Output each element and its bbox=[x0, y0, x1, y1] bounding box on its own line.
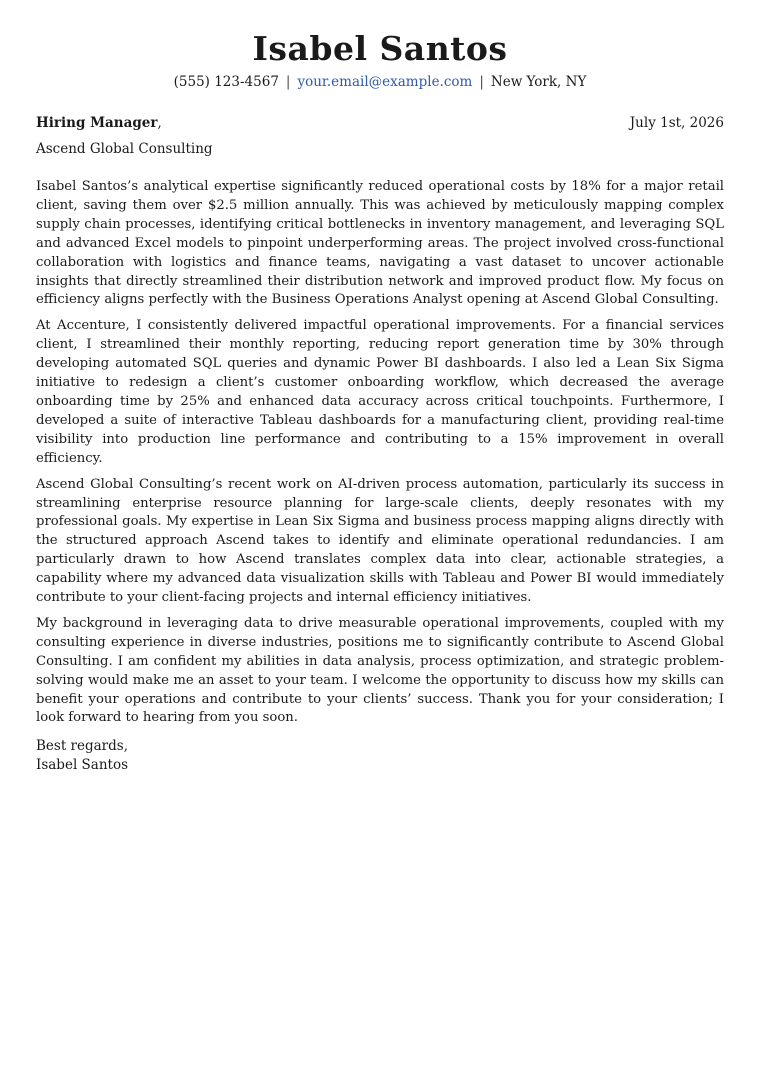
signature-name: Isabel Santos bbox=[36, 757, 129, 774]
recipient-name: Hiring Manager bbox=[36, 115, 158, 131]
body-paragraph: Ascend Global Consulting’s recent work on AI-driven process automation, particularly its success in streamlining enterprise resource planning for large-scale clients, deeply resonates with my professional goals. My expertise in Lean Six Sigma and business process mapping aligns directly with the structured approach Ascend takes to identify and eliminate operational redundancies. I am particularly drawn to how Ascend translates complex data into clear, actionable strategies, a capability where my advanced data visualization skills with Tableau and Power BI would immediately contribute to your client-facing projects and internal efficiency initiatives. bbox=[36, 476, 724, 606]
body-paragraph: My background in leveraging data to drive measurable operational improvements, coupled with my consulting experience in diverse industries, positions me to significantly contribute to Ascend Global Consulting. I am confident my abilities in data analysis, process optimization, and strategic problem-solving would make me an asset to your team. I welcome the opportunity to discuss how my skills can benefit your operations and contribute to your clients’ success. Thank you for your consideration; I look forward to hearing from you soon. bbox=[36, 615, 724, 726]
letter-closing bbox=[36, 737, 724, 775]
body-paragraph: Isabel Santos’s analytical expertise significantly reduced operational costs by 18% for a major retail client, saving them over $2.5 million annually. This was achieved by meticulously mapping complex supply chain processes, identifying critical bottlenecks in inventory management, and leveraging SQL and advanced Excel models to pinpoint underperforming areas. The project involved cross-functional collaboration with logistics and finance teams, navigating a vast dataset to uncover actionable insights that directly streamlined their distribution network and improved product flow. My focus on efficiency aligns perfectly with the Business Operations Analyst opening at Ascend Global Consulting. bbox=[36, 179, 724, 308]
salutation-punct: , bbox=[157, 115, 162, 131]
signoff: Best regards, bbox=[36, 738, 129, 755]
recipient-company: Ascend Global Consulting bbox=[36, 141, 213, 157]
phone-number: (555) 123-4567 bbox=[173, 74, 279, 90]
contact-separator: | bbox=[285, 74, 291, 90]
contact-line bbox=[36, 73, 724, 91]
letter-body bbox=[36, 178, 724, 728]
recipient-row bbox=[36, 114, 724, 132]
email-link[interactable]: your.email@example.com bbox=[297, 74, 473, 90]
salutation bbox=[36, 114, 162, 132]
body-paragraph: At Accenture, I consistently delivered impactful operational improvements. For a financial services client, I streamlined their monthly reporting, reducing report generation time by 30% through developing automated SQL queries and dynamic Power BI dashboards. I also led a Lean Six Sigma initiative to redesign a client’s customer onboarding workflow, which decreased the average onboarding time by 25% and enhanced data accuracy across critical touchpoints. Furthermore, I developed a suite of interactive Tableau dashboards for a manufacturing client, providing real-time visibility into production line performance and contributing to a 15% improvement in overall efficiency. bbox=[36, 318, 724, 466]
location: New York, NY bbox=[490, 74, 587, 90]
letter-date: July 1st, 2026 bbox=[629, 115, 724, 131]
applicant-name: Isabel Santos bbox=[252, 29, 508, 68]
contact-separator: | bbox=[479, 74, 484, 90]
